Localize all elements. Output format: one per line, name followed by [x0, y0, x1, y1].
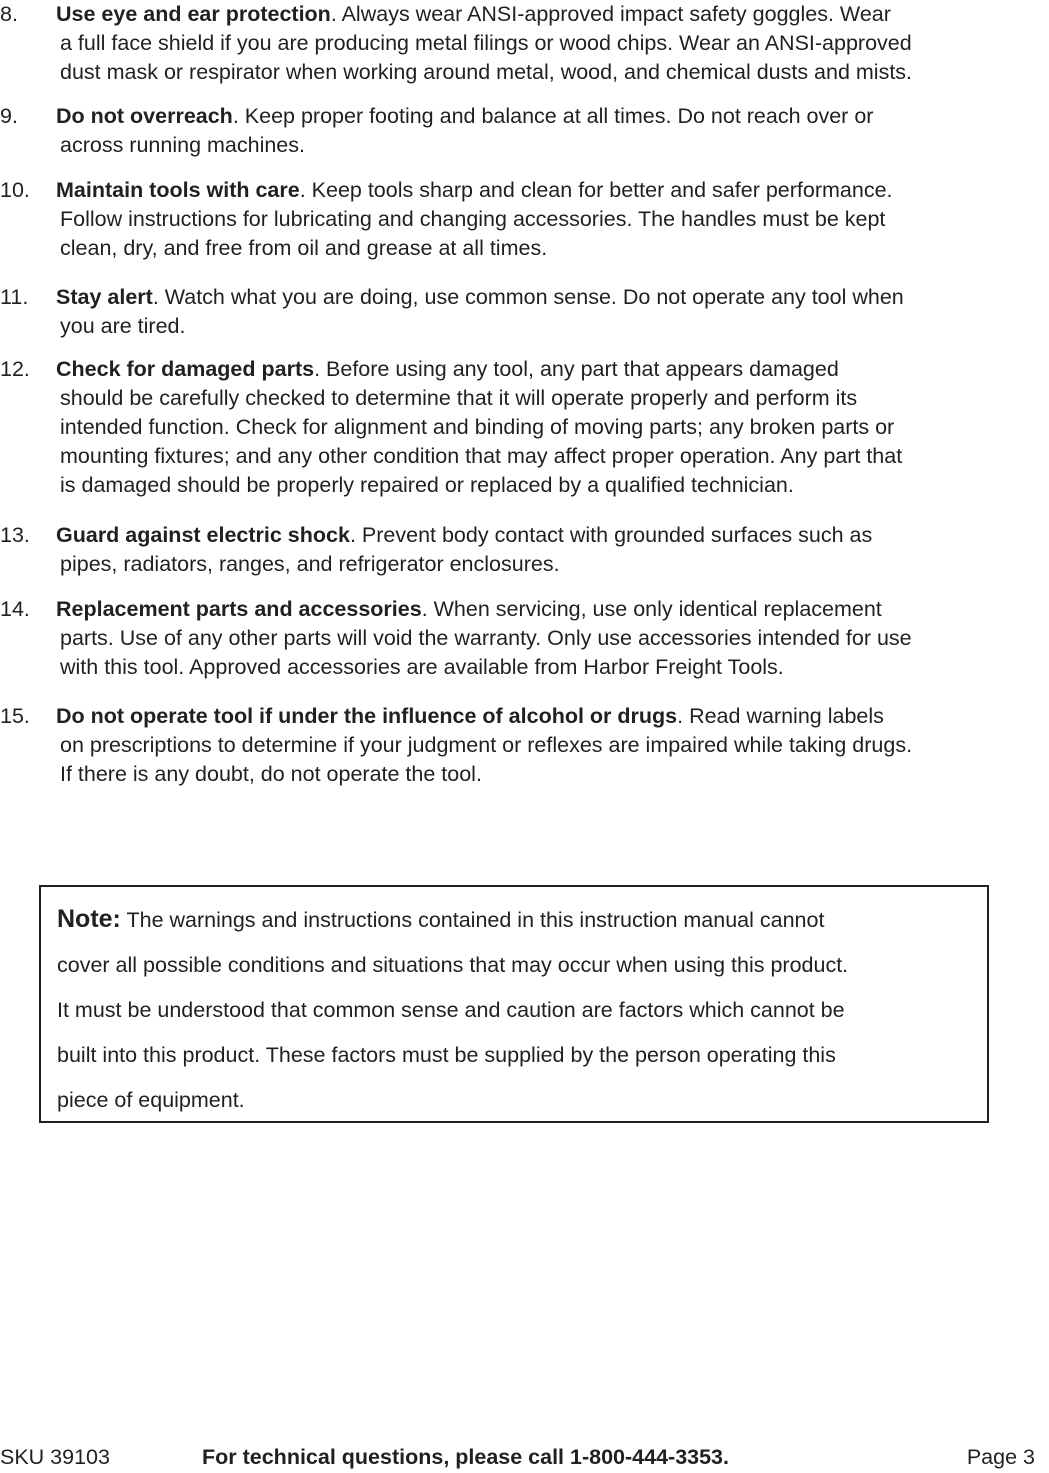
safety-rule-8	[0, 0, 1049, 87]
rule-text: parts. Use of any other parts will void the warranty. Only use accessories intended for use	[60, 626, 912, 650]
safety-rule-11	[0, 283, 1049, 341]
note-label: Note:	[57, 905, 121, 933]
rule-heading: Use eye and ear protection	[56, 2, 331, 26]
rule-text: is damaged should be properly repaired or replaced by a qualified technician.	[60, 473, 794, 497]
rule-text: . Before using any tool, any part that appears damaged	[314, 357, 839, 381]
rule-number: 12.	[0, 357, 30, 381]
rule-text: . Keep tools sharp and clean for better and safer performance.	[299, 178, 893, 202]
rule-text: with this tool. Approved accessories are available from Harbor Freight Tools.	[60, 655, 784, 679]
note-text: It must be understood that common sense and caution are factors which cannot be	[57, 998, 845, 1022]
rule-heading: Replacement parts and accessories	[56, 597, 422, 621]
tech-support-line: For technical questions, please call 1-800-444-3353.	[202, 1445, 729, 1469]
page-footer	[0, 1441, 1049, 1473]
rule-number: 8.	[0, 2, 18, 26]
rule-text: . Read warning labels	[677, 704, 884, 728]
note-text: cover all possible conditions and situations that may occur when using this product.	[57, 953, 849, 977]
rule-text: intended function. Check for alignment and binding of moving parts; any broken parts or	[60, 415, 895, 439]
page-number: Page 3	[966, 1445, 1035, 1469]
safety-rule-14	[0, 595, 1049, 682]
note-text: piece of equipment.	[57, 1088, 245, 1112]
safety-rule-10	[0, 176, 1049, 263]
rule-text: clean, dry, and free from oil and grease at all times.	[60, 236, 548, 260]
rule-text: pipes, radiators, ranges, and refrigerator enclosures.	[60, 552, 560, 576]
rule-text: . Always wear ANSI-approved impact safety goggles. Wear	[330, 2, 891, 26]
rule-text: If there is any doubt, do not operate the tool.	[60, 762, 482, 786]
rule-text: . When servicing, use only identical replacement	[421, 597, 882, 621]
rule-number: 9.	[0, 104, 18, 128]
safety-rule-9	[0, 102, 1049, 160]
note-text: The warnings and instructions contained in this instruction manual cannot	[120, 908, 825, 932]
rule-number: 10.	[0, 178, 30, 202]
rule-text: you are tired.	[60, 314, 186, 338]
rule-number: 14.	[0, 597, 30, 621]
note-text: built into this product. These factors must be supplied by the person operating this	[57, 1043, 836, 1067]
rule-heading: Do not overreach	[56, 104, 233, 128]
rule-text: . Watch what you are doing, use common sense. Do not operate any tool when	[152, 285, 904, 309]
rule-text: . Prevent body contact with grounded surfaces such as	[349, 523, 873, 547]
rule-number: 11.	[0, 285, 29, 309]
rule-heading: Do not operate tool if under the influence of alcohol or drugs	[56, 704, 678, 728]
rule-heading: Maintain tools with care	[56, 178, 300, 202]
rule-text: mounting fixtures; and any other condition that may affect proper operation. Any part that	[60, 444, 903, 468]
safety-rule-13	[0, 521, 1049, 579]
rule-text: should be carefully checked to determine that it will operate properly and perform its	[60, 386, 858, 410]
rule-text: dust mask or respirator when working around metal, wood, and chemical dusts and mists.	[60, 60, 913, 84]
rule-text: Follow instructions for lubricating and changing accessories. The handles must be kept	[60, 207, 886, 231]
rule-number: 15.	[0, 704, 30, 728]
safety-rule-12	[0, 355, 1049, 500]
rule-text: across running machines.	[60, 133, 305, 157]
rule-heading: Check for damaged parts	[56, 357, 315, 381]
safety-rule-15	[0, 702, 1049, 789]
rule-heading: Guard against electric shock	[56, 523, 350, 547]
rule-text: a full face shield if you are producing metal filings or wood chips. Wear an ANSI-approved	[60, 31, 912, 55]
rule-number: 13.	[0, 523, 30, 547]
rule-text: on prescriptions to determine if your judgment or reflexes are impaired while taking drugs.	[60, 733, 913, 757]
rule-heading: Stay alert	[56, 285, 153, 309]
note-box	[39, 885, 989, 1123]
rule-text: . Keep proper footing and balance at all times. Do not reach over or	[232, 104, 874, 128]
sku-label: SKU 39103	[0, 1445, 110, 1469]
